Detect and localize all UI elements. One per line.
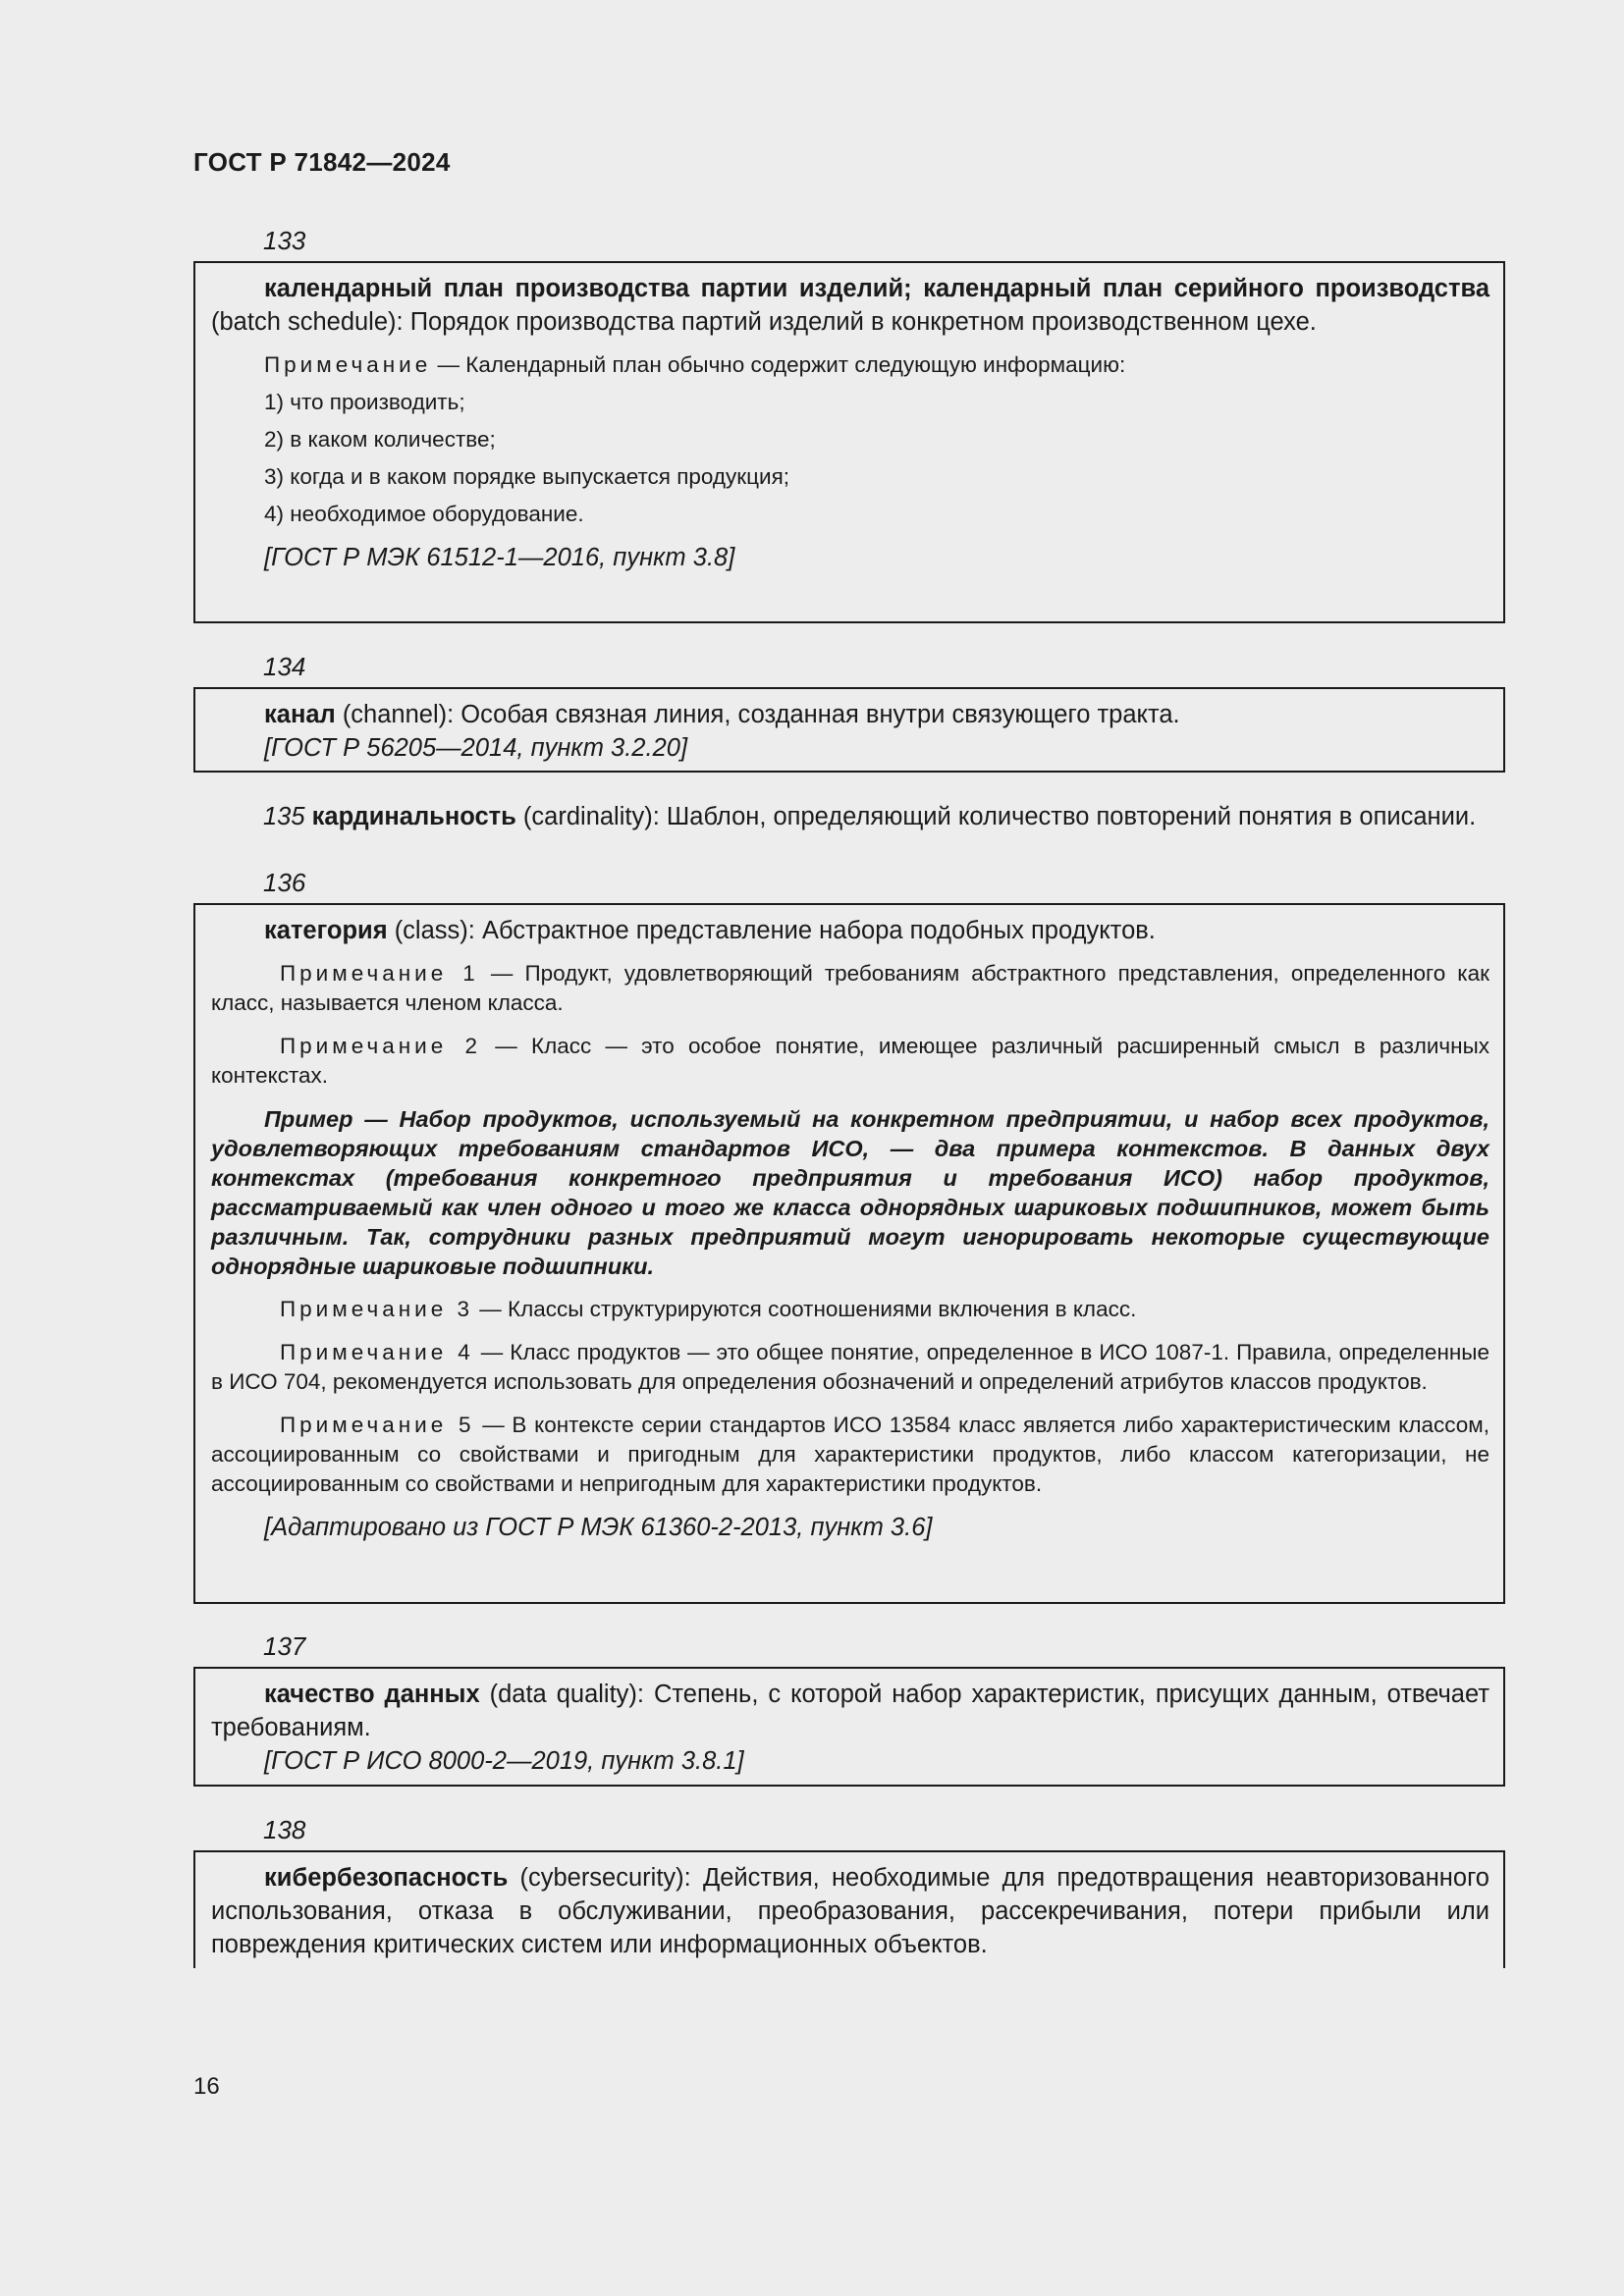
definition-138 (211, 1861, 1489, 1961)
note-label: Примечание 3 (280, 1297, 473, 1321)
term-137: качество данных (264, 1681, 480, 1708)
definition-text-136: Абстрактное представление набора подобных продуктов. (481, 917, 1156, 944)
term-box-138 (193, 1850, 1505, 1968)
term-box-133 (193, 261, 1505, 623)
list-item: 2) в каком количестве; (264, 427, 496, 452)
definition-text-138: Действия, необходимые для предотвращения неавторизованного использования, отказа в обслуживании, преобразования, рассекречивания, потери прибыли или повреждения критических систем или информационных объектов. (211, 1864, 1489, 1958)
term-en-137: (data quality): (479, 1681, 654, 1708)
note-text: — Продукт, удовлетворяющий требованиям абстрактного представления, определенного как класс, называется членом класса. (211, 961, 1489, 1015)
source-137: [ГОСТ Р ИСО 8000-2—2019, пункт 3.8.1] (264, 1747, 744, 1775)
term-number-137: 137 (263, 1631, 306, 1661)
note-136-4 (211, 1338, 1489, 1397)
definition-text-137: Степень, с которой набор характеристик, присущих данным, отвечает требованиям. (211, 1681, 1490, 1741)
list-item: 1) что производить; (264, 390, 465, 414)
term-en-135: (cardinality): (515, 803, 667, 830)
definition-text-133: Порядок производства партий изделий в конкретном производственном цехе. (409, 308, 1317, 336)
note-136-2 (211, 1032, 1489, 1091)
note-label: Примечание (264, 352, 432, 377)
note-label: Примечание 1 (280, 961, 479, 986)
definition-text-135: Шаблон, определяющий количество повторений понятия в описании. (666, 803, 1477, 830)
definition-134 (211, 698, 1489, 731)
note-label: Примечание 4 (280, 1340, 474, 1364)
note-text: — Классы структурируются соотношениями включения в класс. (473, 1297, 1137, 1321)
term-136: категория (264, 917, 388, 944)
list-item: 4) необходимое оборудование. (264, 502, 584, 526)
term-number-136: 136 (263, 868, 306, 897)
example-136: Пример — Набор продуктов, используемый на конкретном предприятии, и набор всех продуктов, удовлетворяющих требованиям стандартов ИСО, — два примера контекстов. В данных двух контекстах (требования конкретного предприятия и требования ИСО) набор продуктов, рассматриваемый как член одного и того же класса однорядных шариковых подшипников, может быть различным. Так, сотрудники разных предприятий могут игнорировать некоторые существующие однорядные шариковые подшипники. (211, 1106, 1489, 1279)
page-header: ГОСТ Р 71842—2024 (193, 147, 451, 177)
term-number-135: 135 (263, 803, 305, 830)
page-number: 16 (193, 2073, 220, 2100)
note-label: Примечание 5 (280, 1413, 475, 1437)
definition-133 (211, 272, 1489, 339)
list-item: 3) когда и в каком порядке выпускается продукция; (264, 464, 790, 489)
note-136-1 (211, 959, 1489, 1018)
term-box-136 (193, 903, 1505, 1604)
term-box-137 (193, 1667, 1505, 1787)
definition-135 (193, 800, 1505, 833)
note-text: — Класс — это особое понятие, имеющее различный расширенный смысл в различных контекстах. (211, 1034, 1489, 1088)
source-133: [ГОСТ Р МЭК 61512-1—2016, пункт 3.8] (264, 544, 735, 571)
note-text: — Класс продуктов — это общее понятие, определенное в ИСО 1087-1. Правила, определенные в ИСО 704, рекомендуется использовать для определения обозначений и определений атрибутов классов продуктов. (211, 1340, 1489, 1394)
term-135: кардинальность (311, 803, 516, 830)
term-en-133: (batch schedule): (211, 308, 410, 336)
term-number-133: 133 (263, 226, 306, 255)
definition-137 (211, 1678, 1489, 1744)
note-136-3 (211, 1295, 1489, 1324)
term-number-134: 134 (263, 652, 306, 681)
note-text: — Календарный план обычно содержит следующую информацию: (431, 352, 1126, 377)
term-134: канал (264, 701, 336, 728)
term-en-134: (channel): (335, 701, 461, 728)
term-box-134 (193, 687, 1505, 773)
note-136-5 (211, 1411, 1489, 1499)
note-133 (211, 350, 1489, 380)
definition-text-134: Особая связная линия, созданная внутри связующего тракта. (460, 701, 1180, 728)
term-en-136: (class): (387, 917, 482, 944)
term-138: кибербезопасность (264, 1864, 509, 1892)
source-136: [Адаптировано из ГОСТ Р МЭК 61360-2-2013, пункт 3.6] (264, 1514, 933, 1541)
source-134: [ГОСТ Р 56205—2014, пункт 3.2.20] (264, 734, 688, 762)
term-number-138: 138 (263, 1815, 306, 1844)
definition-136 (211, 914, 1489, 947)
term-133: календарный план производства партии изделий; календарный план серийного производства (264, 275, 1489, 302)
note-label: Примечание 2 (280, 1034, 481, 1058)
note-text: — В контексте серии стандартов ИСО 13584 класс является либо характеристическим классом, ассоциированным со свойствами и пригодным для характеристики продуктов, либо классом категоризации, не ассоциированным со свойствами и непригодным для характеристики продуктов. (211, 1413, 1489, 1496)
term-en-138: (cybersecurity): (508, 1864, 703, 1892)
